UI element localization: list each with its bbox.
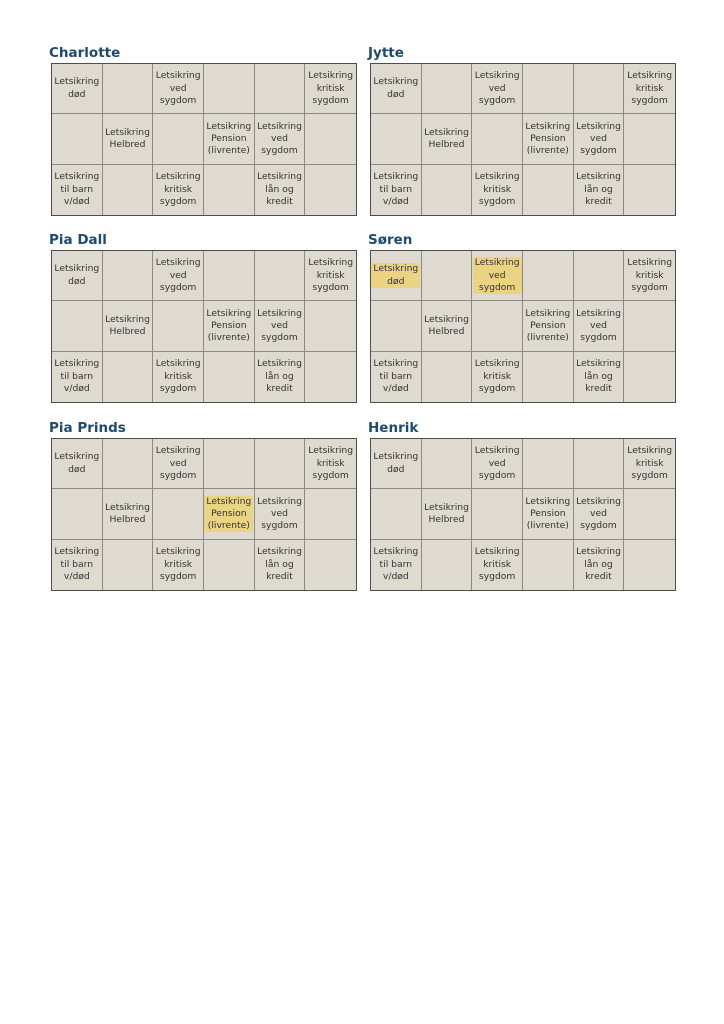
cell-child xyxy=(52,540,103,590)
cell-label: Letsikring til barn v/død xyxy=(373,358,419,394)
cell-label: Letsikring ved sygdom xyxy=(576,307,621,344)
empty-cell xyxy=(52,489,103,539)
cell-label: Letsikring Pension (livrente) xyxy=(206,120,252,157)
cell-label: Letsikring til barn v/død xyxy=(54,358,100,394)
empty-cell xyxy=(153,114,204,164)
cell-risk-death xyxy=(52,64,103,114)
cell-label: Letsikring kritisk sygdom xyxy=(627,257,673,293)
cell-critical xyxy=(624,64,675,114)
cell-label: Letsikring ved sygdom xyxy=(155,445,201,481)
cell-ill-2 xyxy=(574,301,625,351)
empty-cell xyxy=(574,439,625,489)
empty-cell xyxy=(204,251,255,301)
empty-cell xyxy=(153,489,204,539)
cell-label: Letsikring kritisk sygdom xyxy=(308,70,354,106)
empty-cell xyxy=(103,352,154,402)
cell-risk-death xyxy=(371,64,422,114)
empty-cell xyxy=(574,251,625,301)
empty-cell xyxy=(472,489,523,539)
empty-cell xyxy=(371,114,422,164)
cell-health xyxy=(103,301,154,351)
cell-label: Letsikring Helbred xyxy=(105,126,150,150)
empty-cell xyxy=(371,489,422,539)
empty-cell xyxy=(52,301,103,351)
empty-cell xyxy=(422,540,473,590)
cell-label: Letsikring Helbred xyxy=(105,313,150,337)
empty-cell xyxy=(103,64,154,114)
cell-label: Letsikring ved sygdom xyxy=(155,257,201,293)
cell-label: Letsikring Pension (livrente) xyxy=(525,495,571,532)
empty-cell xyxy=(103,165,154,215)
empty-cell xyxy=(204,439,255,489)
empty-cell xyxy=(422,165,473,215)
cell-label: Letsikring lån og kredit xyxy=(257,358,302,394)
empty-cell xyxy=(103,439,154,489)
cell-label: Letsikring ved sygdom xyxy=(257,495,302,532)
cell-pension xyxy=(523,114,574,164)
empty-cell xyxy=(255,439,306,489)
cell-label: Letsikring ved sygdom xyxy=(474,257,520,293)
empty-cell xyxy=(103,540,154,590)
empty-cell xyxy=(422,64,473,114)
cell-label: Letsikring Pension (livrente) xyxy=(206,495,252,532)
cell-label: Letsikring kritisk sygdom xyxy=(627,445,673,481)
cell-risk-death xyxy=(52,439,103,489)
cell-child xyxy=(52,165,103,215)
cell-label: Letsikring ved sygdom xyxy=(155,70,201,106)
cell-label: Letsikring død xyxy=(54,263,100,287)
empty-cell xyxy=(523,165,574,215)
empty-cell xyxy=(422,439,473,489)
cell-critical xyxy=(624,439,675,489)
cell-critical-mid xyxy=(472,540,523,590)
cell-ill xyxy=(472,439,523,489)
empty-cell xyxy=(305,114,356,164)
person-name: Søren xyxy=(368,232,413,248)
cell-pension xyxy=(523,301,574,351)
empty-cell xyxy=(523,251,574,301)
cell-loan xyxy=(574,540,625,590)
cell-loan xyxy=(574,165,625,215)
cell-ill-2 xyxy=(255,301,306,351)
cell-ill xyxy=(153,64,204,114)
empty-cell xyxy=(624,301,675,351)
cell-label: Letsikring ved sygdom xyxy=(576,120,621,157)
cell-label: Letsikring Helbred xyxy=(424,313,469,337)
empty-cell xyxy=(624,540,675,590)
cell-label: Letsikring ved sygdom xyxy=(474,445,520,481)
cell-child xyxy=(371,352,422,402)
coverage-grid xyxy=(370,250,676,403)
coverage-grid xyxy=(51,250,357,403)
person-name: Pia Prinds xyxy=(49,420,126,436)
cell-risk-death xyxy=(371,439,422,489)
cell-critical-mid xyxy=(153,352,204,402)
empty-cell xyxy=(472,301,523,351)
empty-cell xyxy=(523,439,574,489)
empty-cell xyxy=(624,114,675,164)
cell-label: Letsikring død xyxy=(54,76,100,100)
empty-cell xyxy=(305,301,356,351)
empty-cell xyxy=(305,165,356,215)
cell-label: Letsikring kritisk sygdom xyxy=(627,70,673,106)
cell-critical xyxy=(624,251,675,301)
cell-loan xyxy=(255,165,306,215)
cell-label: Letsikring til barn v/død xyxy=(373,546,419,582)
cell-label: Letsikring til barn v/død xyxy=(54,171,100,207)
cell-label: Letsikring lån og kredit xyxy=(257,171,302,207)
cell-label: Letsikring kritisk sygdom xyxy=(474,358,520,394)
cell-label: Letsikring kritisk sygdom xyxy=(474,546,520,582)
cell-label: Letsikring kritisk sygdom xyxy=(308,257,354,293)
cell-loan xyxy=(255,352,306,402)
cell-critical xyxy=(305,439,356,489)
cell-label: Letsikring kritisk sygdom xyxy=(474,171,520,207)
empty-cell xyxy=(305,489,356,539)
person-name: Henrik xyxy=(368,420,419,436)
cell-health xyxy=(422,489,473,539)
cell-label: Letsikring Helbred xyxy=(424,501,469,525)
cell-ill-2 xyxy=(574,489,625,539)
empty-cell xyxy=(523,352,574,402)
cell-label: Letsikring kritisk sygdom xyxy=(308,445,354,481)
empty-cell xyxy=(624,165,675,215)
empty-cell xyxy=(574,64,625,114)
cell-critical-mid xyxy=(472,352,523,402)
cell-pension xyxy=(204,301,255,351)
empty-cell xyxy=(624,352,675,402)
cell-label: Letsikring Pension (livrente) xyxy=(525,307,571,344)
cell-risk-death xyxy=(371,251,422,301)
cell-label: Letsikring ved sygdom xyxy=(257,307,302,344)
coverage-grid xyxy=(51,438,357,591)
cell-ill-2 xyxy=(574,114,625,164)
cell-label: Letsikring død xyxy=(373,451,419,475)
cell-pension xyxy=(204,489,255,539)
cell-label: Letsikring ved sygdom xyxy=(576,495,621,532)
empty-cell xyxy=(523,64,574,114)
cell-ill-2 xyxy=(255,489,306,539)
cell-loan xyxy=(574,352,625,402)
cell-ill xyxy=(153,439,204,489)
cell-critical-mid xyxy=(153,165,204,215)
coverage-grid xyxy=(51,63,357,216)
cell-child xyxy=(371,165,422,215)
empty-cell xyxy=(422,251,473,301)
cell-label: Letsikring Pension (livrente) xyxy=(525,120,571,157)
cell-ill-2 xyxy=(255,114,306,164)
cell-health xyxy=(103,489,154,539)
cell-label: Letsikring kritisk sygdom xyxy=(155,546,201,582)
empty-cell xyxy=(422,352,473,402)
empty-cell xyxy=(371,301,422,351)
empty-cell xyxy=(305,352,356,402)
cell-label: Letsikring død xyxy=(373,263,419,287)
cell-label: Letsikring Helbred xyxy=(424,126,469,150)
cell-label: Letsikring ved sygdom xyxy=(474,70,520,106)
empty-cell xyxy=(255,64,306,114)
cell-health xyxy=(422,114,473,164)
cell-critical-mid xyxy=(153,540,204,590)
cell-label: Letsikring kritisk sygdom xyxy=(155,171,201,207)
empty-cell xyxy=(472,114,523,164)
cell-label: Letsikring lån og kredit xyxy=(576,358,621,394)
empty-cell xyxy=(52,114,103,164)
cell-label: Letsikring Helbred xyxy=(105,501,150,525)
cell-label: Letsikring lån og kredit xyxy=(257,546,302,582)
person-name: Jytte xyxy=(368,45,404,61)
cell-ill xyxy=(472,251,523,301)
cell-pension xyxy=(204,114,255,164)
coverage-grid xyxy=(370,63,676,216)
cell-label: Letsikring til barn v/død xyxy=(373,171,419,207)
cell-label: Letsikring lån og kredit xyxy=(576,546,621,582)
empty-cell xyxy=(153,301,204,351)
empty-cell xyxy=(204,540,255,590)
coverage-grid xyxy=(370,438,676,591)
cell-critical xyxy=(305,251,356,301)
cell-child xyxy=(52,352,103,402)
cell-health xyxy=(103,114,154,164)
cell-health xyxy=(422,301,473,351)
cell-critical xyxy=(305,64,356,114)
cell-label: Letsikring ved sygdom xyxy=(257,120,302,157)
empty-cell xyxy=(523,540,574,590)
cell-label: Letsikring lån og kredit xyxy=(576,171,621,207)
cell-pension xyxy=(523,489,574,539)
cell-ill xyxy=(153,251,204,301)
person-name: Charlotte xyxy=(49,45,121,61)
cell-label: Letsikring død xyxy=(373,76,419,100)
cell-label: Letsikring død xyxy=(54,451,100,475)
empty-cell xyxy=(255,251,306,301)
empty-cell xyxy=(103,251,154,301)
cell-label: Letsikring Pension (livrente) xyxy=(206,307,252,344)
cell-label: Letsikring kritisk sygdom xyxy=(155,358,201,394)
cell-critical-mid xyxy=(472,165,523,215)
cell-label: Letsikring til barn v/død xyxy=(54,546,100,582)
empty-cell xyxy=(305,540,356,590)
empty-cell xyxy=(204,165,255,215)
person-name: Pia Dall xyxy=(49,232,107,248)
cell-risk-death xyxy=(52,251,103,301)
empty-cell xyxy=(204,352,255,402)
cell-loan xyxy=(255,540,306,590)
empty-cell xyxy=(204,64,255,114)
empty-cell xyxy=(624,489,675,539)
cell-ill xyxy=(472,64,523,114)
cell-child xyxy=(371,540,422,590)
